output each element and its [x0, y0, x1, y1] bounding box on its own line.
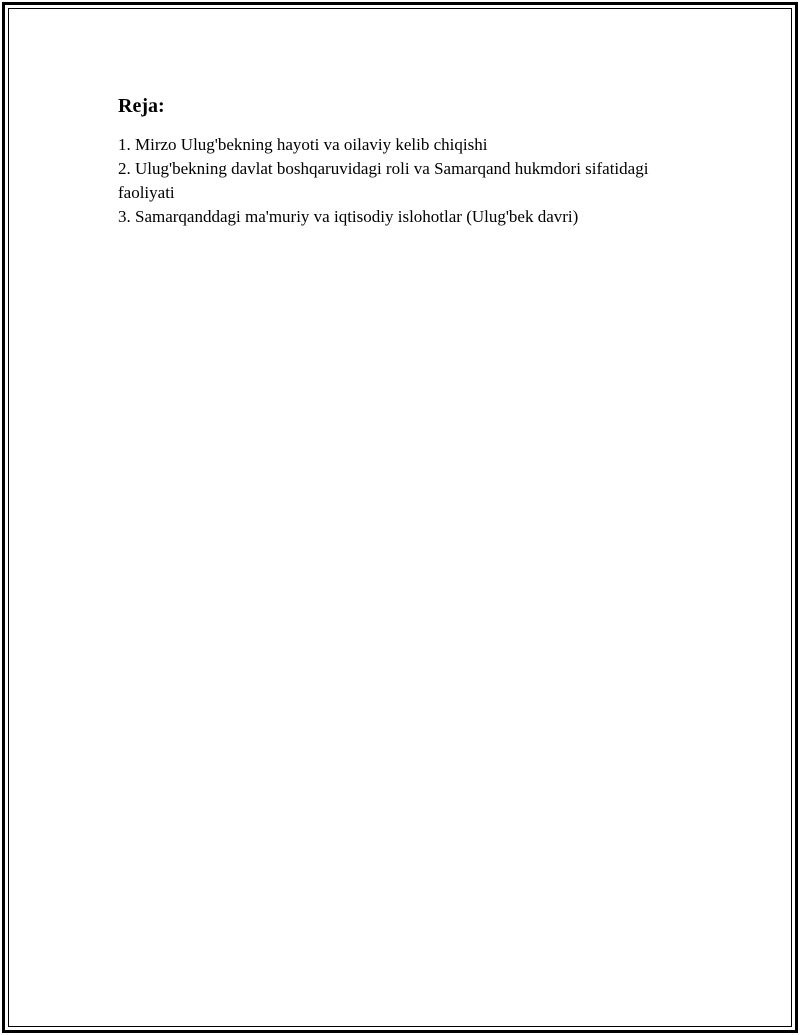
page-content	[118, 93, 658, 229]
plan-item-2: 2. Ulug'bekning davlat boshqaruvidagi roli va Samarqand hukmdori sifatidagi faoliyati	[118, 159, 649, 202]
plan-item-1: 1. Mirzo Ulug'bekning hayoti va oilaviy kelib chiqishi	[118, 135, 488, 154]
plan-heading: Reja:	[118, 95, 165, 117]
plan-list	[118, 133, 658, 229]
plan-item-3: 3. Samarqanddagi ma'muriy va iqtisodiy islohotlar (Ulug'bek davri)	[118, 207, 579, 226]
